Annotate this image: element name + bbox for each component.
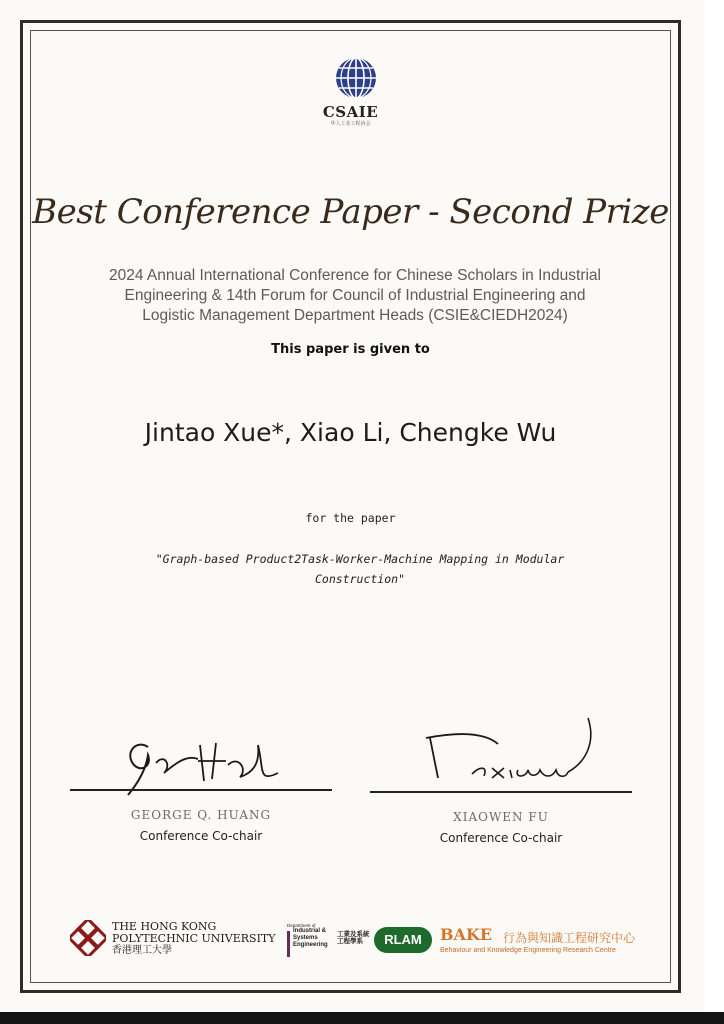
- signature-line-left: [70, 789, 332, 791]
- dept-bar: [287, 931, 290, 957]
- signature-xiaowen-fu: [418, 712, 618, 792]
- polyu-line-2: POLYTECHNIC UNIVERSITY: [112, 932, 276, 945]
- right-margin: [704, 0, 724, 1024]
- bake-english: Behaviour and Knowledge Engineering Research Centre: [440, 947, 616, 954]
- polyu-line-1: THE HONG KONG: [112, 920, 217, 933]
- polyu-logo-icon: [70, 920, 106, 956]
- csaie-subtitle: 华人工业工程协会: [330, 121, 371, 127]
- for-paper-label: for the paper: [305, 511, 396, 525]
- conference-description: [60, 266, 650, 326]
- conference-line: Logistic Management Department Heads (CSIE&CIEDH2024): [142, 307, 568, 324]
- polyu-chinese: 香港理工大學: [112, 945, 172, 956]
- signature-line-right: [370, 791, 632, 793]
- recipient-names: Jintao Xue*, Xiao Li, Chengke Wu: [144, 418, 557, 447]
- bottom-margin: [0, 1012, 724, 1024]
- paper-title-line: Construction": [314, 572, 405, 586]
- conference-line: Engineering & 14th Forum for Council of Industrial Engineering and: [124, 287, 586, 304]
- signature-george-huang: [108, 725, 298, 805]
- rlam-logo: RLAM: [374, 927, 432, 953]
- signer-role-left: Conference Co-chair: [139, 829, 263, 843]
- conference-line: 2024 Annual International Conference for Chinese Scholars in Industrial: [108, 267, 601, 284]
- award-title: Best Conference Paper - Second Prize: [32, 192, 669, 232]
- signer-name-right: XIAOWEN FU: [453, 810, 549, 824]
- polyu-wordmark: [112, 921, 276, 957]
- given-to-label: This paper is given to: [271, 342, 430, 357]
- dept-english: Industrial & Systems Engineering: [293, 928, 328, 948]
- dept-chinese: 工業及系統工程學系: [337, 931, 370, 945]
- ise-department-logo: [287, 922, 373, 960]
- signer-role-right: Conference Co-chair: [439, 831, 563, 845]
- bake-chinese: 行為與知識工程研究中心: [503, 931, 636, 945]
- csaie-wordmark: CSAIE: [322, 103, 379, 121]
- dept-top-label: Department of: [287, 923, 316, 928]
- signer-name-left: GEORGE Q. HUANG: [130, 808, 272, 822]
- csaie-globe-logo: [334, 56, 378, 100]
- bake-wordmark: BAKE: [440, 925, 493, 944]
- paper-title-line: "Graph-based Product2Task-Worker-Machine Mapping in Modular: [155, 552, 565, 566]
- paper-title: [120, 549, 600, 589]
